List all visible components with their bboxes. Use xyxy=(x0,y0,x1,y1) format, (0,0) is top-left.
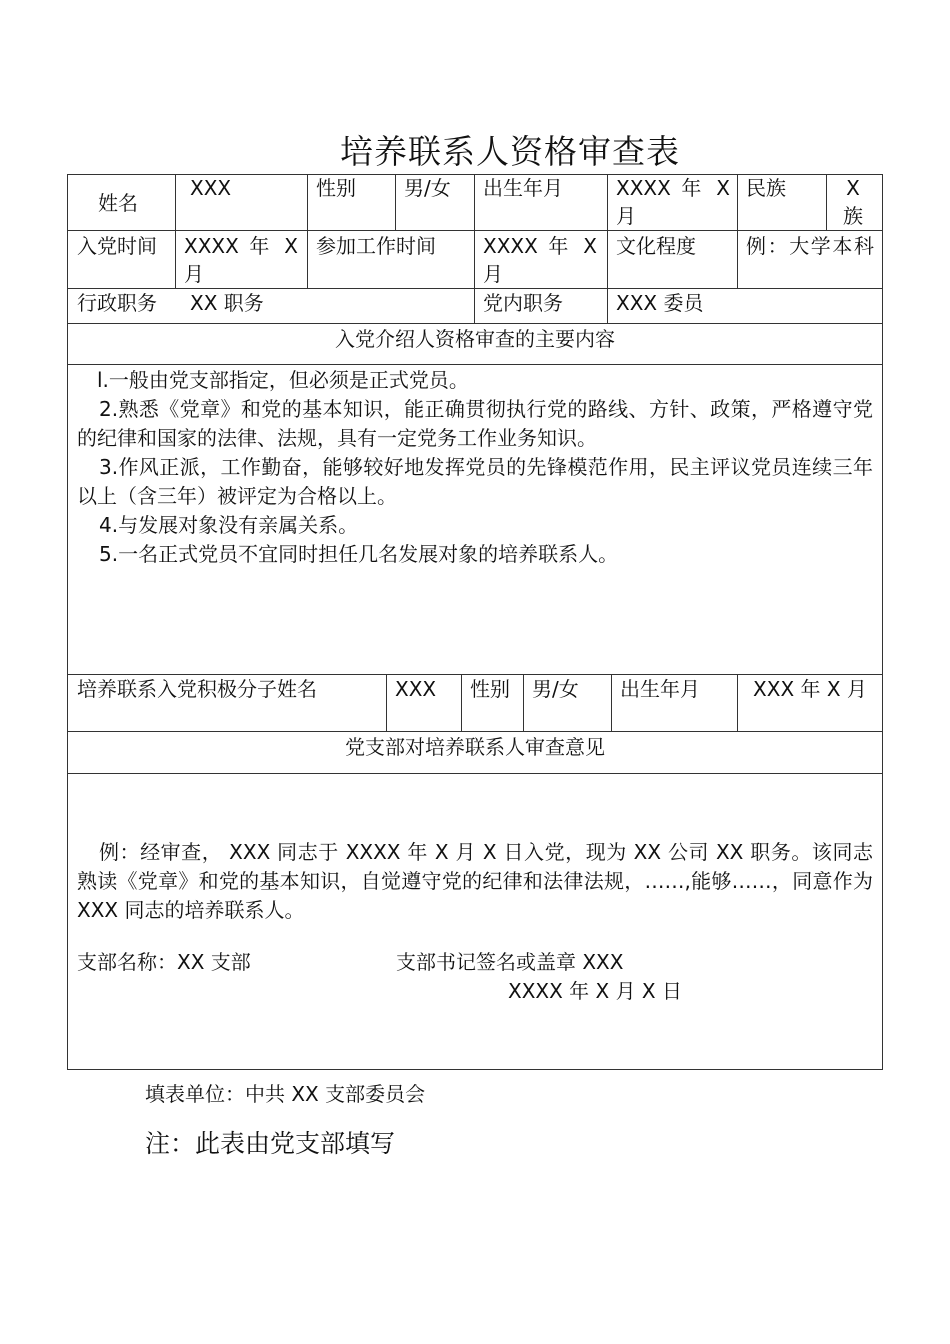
col-divider xyxy=(826,174,827,231)
admin-position-label: 行政职务 xyxy=(77,291,157,315)
requirement-item: 3.作风正派，工作勤奋，能够较好地发挥党员的先锋模范作用，民主评议党员连续三年以上（含三年）被评定为合格以上。 xyxy=(77,455,873,508)
birth-label: 出生年月 xyxy=(483,176,563,200)
requirement-item: 5.一名正式党员不宜同时担任几名发展对象的培养联系人。 xyxy=(99,542,619,566)
gender-label: 性别 xyxy=(316,176,356,200)
branch-name: 支部名称：XX 支部 xyxy=(77,950,251,974)
secretary-signature: 支部书记签名或盖章 XXX xyxy=(396,950,624,974)
form-note: 注：此表由党支部填写 xyxy=(145,1129,396,1158)
requirement-item: 4.与发展对象没有亲属关系。 xyxy=(99,513,359,537)
birth-value: XXXX 年 X 月 xyxy=(616,176,730,228)
page-title: 培养联系人资格审查表 xyxy=(340,132,680,171)
col-divider xyxy=(395,174,396,231)
party-position-value: XXX 委员 xyxy=(616,291,704,315)
activist-birth-label: 出生年月 xyxy=(620,677,700,701)
col-divider xyxy=(175,174,176,289)
education-value: 例：大学本科 xyxy=(746,234,874,258)
activist-name-label: 培养联系入党积极分子姓名 xyxy=(77,677,317,701)
review-date: XXXX 年 X 月 X 日 xyxy=(508,979,682,1003)
section-heading-opinion: 党支部对培养联系人审查意见 xyxy=(345,735,605,759)
ethnic-value: X 族 xyxy=(843,176,863,228)
join-date-value: XXXX 年 X 月 xyxy=(184,234,298,286)
col-divider xyxy=(307,174,308,231)
ethnic-label: 民族 xyxy=(746,176,786,200)
row-divider xyxy=(67,230,883,231)
gender-value: 男/女 xyxy=(404,176,451,200)
row-divider xyxy=(67,364,883,365)
col-divider xyxy=(474,174,475,324)
activist-name-value: XXX xyxy=(395,677,437,701)
activist-gender-label: 性别 xyxy=(470,677,510,701)
col-divider xyxy=(737,174,738,289)
section-heading-requirements: 入党介绍人资格审查的主要内容 xyxy=(335,327,615,351)
requirement-item: l.一般由党支部指定，但必须是正式党员。 xyxy=(97,368,469,392)
filing-unit: 填表单位：中共 XX 支部委员会 xyxy=(145,1082,426,1106)
name-value: XXX xyxy=(190,176,232,200)
work-date-value: XXXX 年 X 月 xyxy=(483,234,597,286)
activist-gender-value: 男/女 xyxy=(532,677,579,701)
col-divider xyxy=(611,674,612,732)
requirements-list xyxy=(77,366,873,569)
education-label: 文化程度 xyxy=(616,234,696,258)
col-divider xyxy=(737,674,738,732)
row-divider xyxy=(67,731,883,732)
work-date-label: 参加工作时间 xyxy=(316,234,436,258)
requirement-item: 2.熟悉《党章》和党的基本知识，能正确贯彻执行党的路线、方针、政策，严格遵守党的纪律和国家的法律、法规，具有一定党务工作业务知识。 xyxy=(77,397,873,450)
col-divider xyxy=(523,674,524,732)
review-opinion-text: 例：经审查， XXX 同志于 XXXX 年 X 月 X 日入党，现为 XX 公司 XX 职务。该同志熟读《党章》和党的基本知识，自觉遵守党的纪律和法律法规，……,能够……，同意作为 XXX 同志的培养联系人。 xyxy=(77,840,873,922)
col-divider xyxy=(607,174,608,324)
party-position-label: 党内职务 xyxy=(483,291,563,315)
row-divider xyxy=(67,773,883,774)
name-label: 姓名 xyxy=(98,191,138,215)
join-date-label: 入党时间 xyxy=(77,234,157,258)
admin-position-value: XX 职务 xyxy=(190,291,264,315)
col-divider xyxy=(386,674,387,732)
col-divider xyxy=(461,674,462,732)
col-divider xyxy=(307,230,308,289)
activist-birth-value: XXX 年 X 月 xyxy=(753,677,867,701)
row-divider xyxy=(67,323,883,324)
